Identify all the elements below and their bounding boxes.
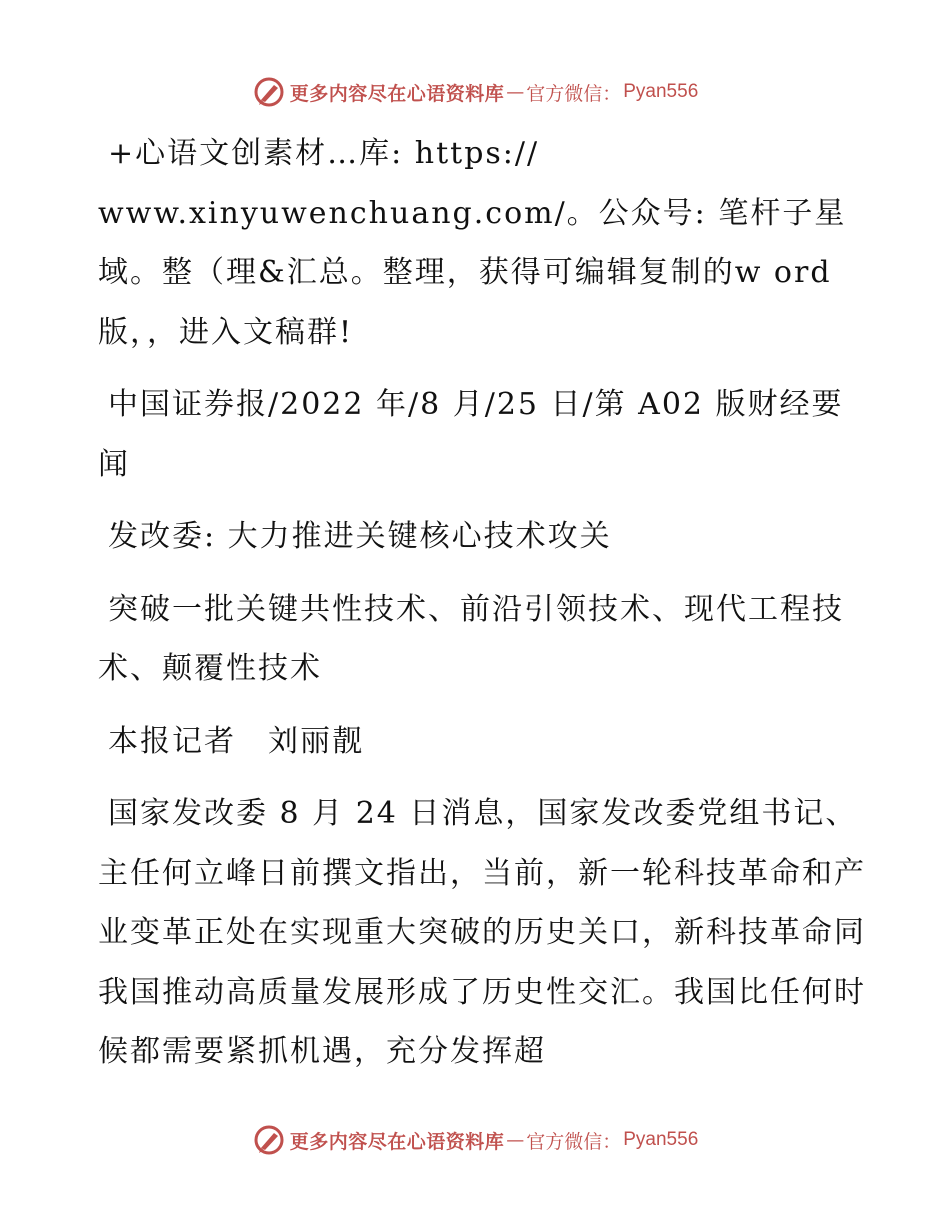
banner-text: 更多内容尽在心语资料库 [289,82,505,105]
byline: 本报记者 刘丽靓 [108,723,364,759]
promo-line-1: +心语文创素材…库: https:// [108,136,540,171]
footer-banner [0,1120,950,1160]
header-banner [0,72,950,112]
promo-line-4: 版，，进入文稿群! [98,314,354,350]
document-body [98,124,868,1082]
pen-seal-logo-icon [252,1123,286,1157]
pen-seal-logo-icon [252,75,286,109]
banner-official-label: 官方微信： [526,82,622,105]
banner-text: 更多内容尽在心语资料库 [289,1130,505,1153]
banner-wechat-id: Pyan556 [623,81,699,102]
banner-separator: — [506,81,525,103]
promo-line-2: www.xinyuwenchuang.com/。公众号: 笔杆子星 [98,195,847,231]
banner-separator: — [506,1129,525,1151]
banner-official-label: 官方微信： [526,1130,622,1153]
promo-line-3: 域。整（理&汇总。整理，获得可编辑复制的w ord [98,255,832,290]
body-paragraph: 国家发改委 8 月 24 日消息，国家发改委党组书记、主任何立峰日前撰文指出，当前，新一轮科技革命和产业变革正处在实现重大突破的历史关口，新科技革命同我国推动高质量发展形成了历史性交汇。我国比任何时候都需要紧抓机遇，充分发挥超 [98,796,866,1069]
source-line: 中国证券报/2022 年/8 月/25 日/第 A02 版财经要闻 [98,387,844,482]
banner-wechat-id: Pyan556 [623,1129,699,1150]
article-headline: 发改委: 大力推进关键核心技术攻关 [108,519,612,554]
article-subheadline: 突破一批关键共性技术、前沿引领技术、现代工程技术、颠覆性技术 [98,591,844,686]
